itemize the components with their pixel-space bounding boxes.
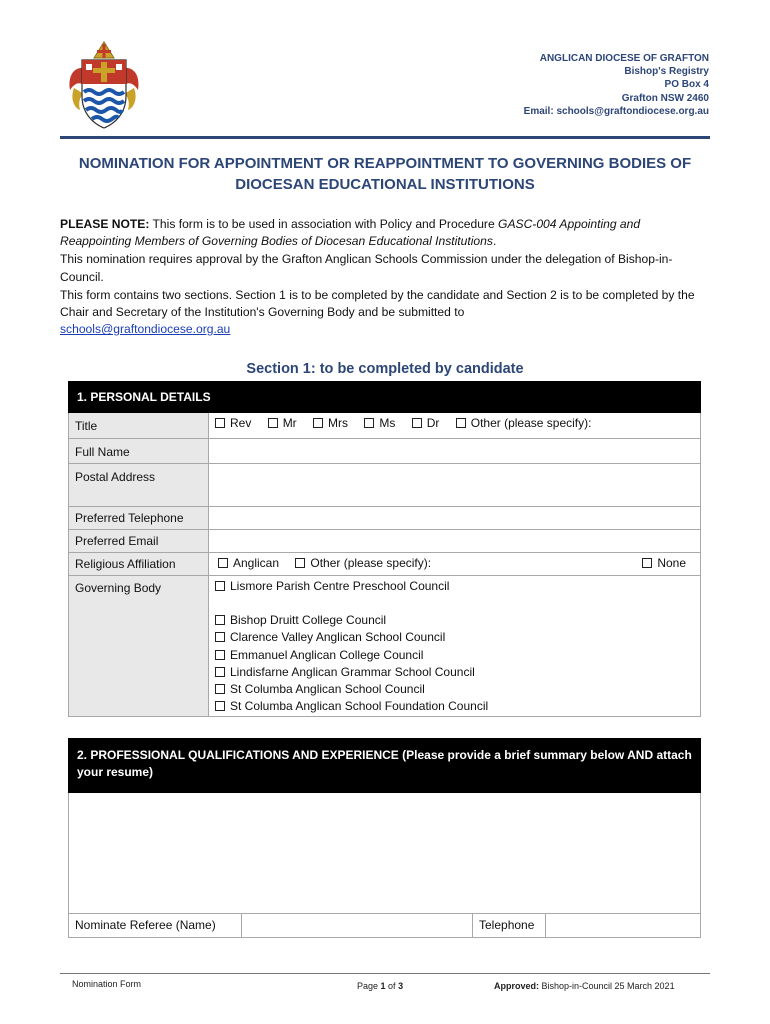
header-divider	[60, 136, 710, 139]
title-option-other[interactable]: Other (please specify):	[456, 416, 592, 430]
professional-heading: 2. PROFESSIONAL QUALIFICATIONS AND EXPERIENCE (Please provide a brief summary below AND attach your resume)	[69, 739, 701, 793]
governing-body-options	[209, 576, 701, 717]
governing-body-label: Governing Body	[69, 576, 209, 717]
note-text: This form is to be used in association with Policy and Procedure	[149, 217, 499, 231]
checkbox-icon[interactable]	[313, 418, 323, 428]
full-name-label: Full Name	[69, 439, 209, 464]
checkbox-icon[interactable]	[215, 615, 225, 625]
document-title	[60, 153, 710, 195]
referee-telephone-label: Telephone	[473, 914, 546, 938]
approval-paragraph: This nomination requires approval by the Grafton Anglican Schools Commission under the delegation of Bishop-in-Council.	[60, 252, 673, 284]
footer-divider	[60, 973, 710, 974]
postal-address-field[interactable]	[209, 464, 701, 507]
checkbox-icon[interactable]	[215, 418, 225, 428]
checkbox-icon[interactable]	[215, 581, 225, 591]
gb-option-emmanuel[interactable]: Emmanuel Anglican College Council	[215, 647, 694, 664]
checkbox-icon[interactable]	[215, 684, 225, 694]
religion-option-none[interactable]: None	[642, 556, 686, 570]
referee-name-field[interactable]	[242, 914, 473, 938]
checkbox-icon[interactable]	[295, 558, 305, 568]
religion-option-other[interactable]: Other (please specify):	[295, 556, 431, 570]
intro-text	[60, 216, 710, 339]
policy-reference: GASC-004 Appointing and Reappointing Members of Governing Bodies of Diocesan Educational Institutions	[60, 217, 641, 249]
checkbox-icon[interactable]	[642, 558, 652, 568]
checkbox-icon[interactable]	[412, 418, 422, 428]
title-label: Title	[69, 413, 209, 439]
diocese-crest-logo	[64, 38, 144, 130]
personal-details-table	[68, 381, 701, 717]
gb-option-lismore[interactable]: Lismore Parish Centre Preschool Council	[215, 578, 694, 595]
footer-form-name: Nomination Form	[72, 979, 142, 989]
title-option-mrs[interactable]: Mrs	[313, 416, 348, 430]
title-option-rev[interactable]: Rev	[215, 416, 251, 430]
checkbox-icon[interactable]	[456, 418, 466, 428]
title-option-mr[interactable]: Mr	[268, 416, 297, 430]
full-name-field[interactable]	[209, 439, 701, 464]
note-paragraph	[60, 216, 710, 250]
sections-paragraph	[60, 287, 710, 339]
checkbox-icon[interactable]	[268, 418, 278, 428]
personal-details-heading: 1. PERSONAL DETAILS	[69, 382, 701, 413]
email-line: Email: schools@graftondiocese.org.au	[523, 105, 709, 117]
title-options	[209, 413, 701, 439]
footer-page-number: Page 1 of 3	[357, 981, 404, 991]
title-line-2: DIOCESAN EDUCATIONAL INSTITUTIONS	[235, 176, 535, 193]
checkbox-icon[interactable]	[364, 418, 374, 428]
po-box: PO Box 4	[664, 79, 709, 91]
checkbox-icon[interactable]	[215, 632, 225, 642]
religion-option-anglican[interactable]: Anglican	[218, 556, 279, 570]
title-option-dr[interactable]: Dr	[412, 416, 440, 430]
preferred-telephone-label: Preferred Telephone	[69, 507, 209, 530]
gb-option-bishop-druitt[interactable]: Bishop Druitt College Council	[215, 612, 694, 629]
gb-option-lindisfarne[interactable]: Lindisfarne Anglican Grammar School Council	[215, 664, 694, 681]
checkbox-icon[interactable]	[215, 667, 225, 677]
footer-approval: Approved: Bishop-in-Council 25 March 2021	[494, 981, 675, 991]
org-name: ANGLICAN DIOCESE OF GRAFTON	[539, 53, 709, 64]
note-end: .	[492, 234, 497, 249]
religious-options	[209, 553, 701, 576]
section-1-heading: Section 1: to be completed by candidate	[246, 361, 524, 377]
organisation-address-block	[524, 52, 709, 118]
preferred-email-field[interactable]	[209, 530, 701, 553]
gb-option-clarence-valley[interactable]: Clarence Valley Anglican School Council	[215, 629, 694, 646]
preferred-email-label: Preferred Email	[69, 530, 209, 553]
city: Grafton NSW 2460	[621, 92, 709, 104]
checkbox-icon[interactable]	[218, 558, 228, 568]
gb-option-st-columba-school[interactable]: St Columba Anglican School Council	[215, 681, 694, 698]
title-line-1: NOMINATION FOR APPOINTMENT OR REAPPOINTMENT TO GOVERNING BODIES OF	[78, 155, 692, 172]
registry: Bishop's Registry	[624, 66, 709, 78]
note-label: PLEASE NOTE:	[60, 217, 150, 231]
email-link[interactable]: schools@graftondiocese.org.au	[60, 322, 231, 337]
professional-summary-field[interactable]	[69, 793, 701, 914]
religious-affiliation-label: Religious Affiliation	[69, 553, 209, 576]
sections-text: This form contains two sections. Section 1 is to be completed by the candidate and Section 2 is to be completed by the Chair and Secretary of the Institution's Governing Body and be submitted to	[60, 287, 695, 320]
gb-option-st-columba-foundation[interactable]: St Columba Anglican School Foundation Council	[215, 698, 694, 715]
referee-telephone-field[interactable]	[546, 914, 701, 938]
postal-address-label: Postal Address	[69, 464, 209, 507]
checkbox-icon[interactable]	[215, 650, 225, 660]
checkbox-icon[interactable]	[215, 701, 225, 711]
professional-qualifications-table	[68, 738, 701, 938]
title-option-ms[interactable]: Ms	[364, 416, 395, 430]
preferred-telephone-field[interactable]	[209, 507, 701, 530]
referee-name-label: Nominate Referee (Name)	[69, 914, 242, 938]
